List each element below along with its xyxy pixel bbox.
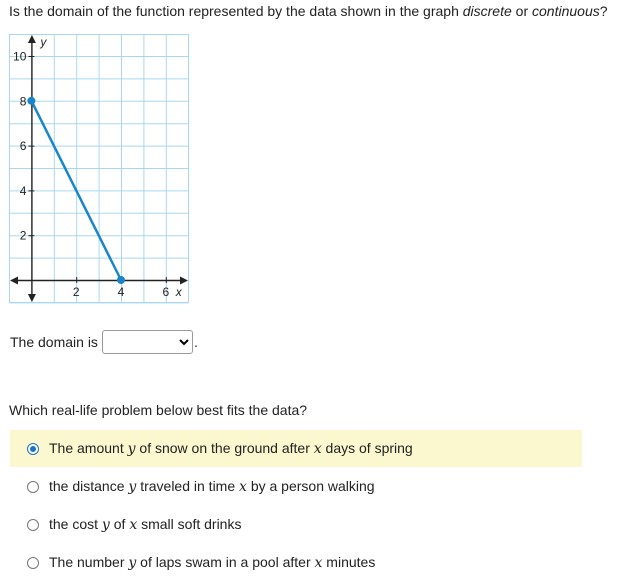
x-tick-label: 6 <box>162 285 170 299</box>
answer-option-text <box>49 516 241 533</box>
y-axis-label: y <box>40 35 47 49</box>
answer-option-3[interactable] <box>10 506 582 543</box>
question-text <box>9 3 608 19</box>
variable-x: x <box>239 479 247 495</box>
answer-option-text <box>49 478 375 495</box>
variable-y: y <box>101 517 110 533</box>
question-suffix: ? <box>599 3 608 19</box>
y-tick-label: 4 <box>19 183 27 198</box>
variable-x: x <box>313 441 322 457</box>
question-prefix: Is the domain of the function represented by the data shown in the graph <box>9 3 463 19</box>
variable-y: y <box>128 555 137 571</box>
answer-option-4[interactable] <box>10 544 582 581</box>
text-before: The amount <box>49 440 128 456</box>
x-tick-label: 2 <box>72 285 80 299</box>
function-graph <box>9 34 189 304</box>
domain-row <box>10 330 198 354</box>
domain-select[interactable] <box>102 330 193 354</box>
y-tick-label: 2 <box>19 228 27 243</box>
endpoint <box>27 97 35 105</box>
variable-y: y <box>127 441 136 457</box>
y-tick-label: 6 <box>19 139 27 154</box>
question-option-discrete: discrete <box>462 3 512 19</box>
text-mid: of <box>109 516 130 532</box>
text-mid: traveled in time <box>136 478 240 494</box>
question-mid: or <box>511 3 533 19</box>
answer-option-1[interactable] <box>10 430 582 467</box>
variable-y: y <box>128 479 137 495</box>
domain-period: . <box>193 334 198 350</box>
x-tick-label: 4 <box>117 285 125 299</box>
y-tick-label: 8 <box>19 94 27 109</box>
radio-button[interactable] <box>27 443 39 455</box>
text-mid: of snow on the ground after <box>135 440 314 456</box>
text-mid: of laps swam in a pool after <box>136 554 315 570</box>
answer-option-text <box>49 440 413 457</box>
text-after: minutes <box>322 554 376 570</box>
domain-label: The domain is <box>10 334 98 350</box>
text-before: the cost <box>49 516 102 532</box>
text-before: The number <box>49 554 129 570</box>
text-after: small soft drinks <box>137 516 242 532</box>
text-after: days of spring <box>321 440 413 456</box>
text-before: the distance <box>49 478 129 494</box>
graph-grid <box>10 35 189 303</box>
text-after: by a person walking <box>246 478 375 494</box>
endpoint <box>117 276 125 284</box>
answer-option-text <box>49 554 375 571</box>
radio-button[interactable] <box>27 519 39 531</box>
radio-button[interactable] <box>27 557 39 569</box>
x-axis-label: x <box>175 285 182 299</box>
radio-button[interactable] <box>27 481 39 493</box>
answer-options <box>10 430 582 582</box>
answer-option-2[interactable] <box>10 468 582 505</box>
variable-x: x <box>129 517 138 533</box>
variable-x: x <box>314 555 323 571</box>
question2-text: Which real-life problem below best fits the data? <box>9 402 308 418</box>
question-option-continuous: continuous <box>532 3 600 19</box>
y-tick-label: 10 <box>13 49 27 64</box>
